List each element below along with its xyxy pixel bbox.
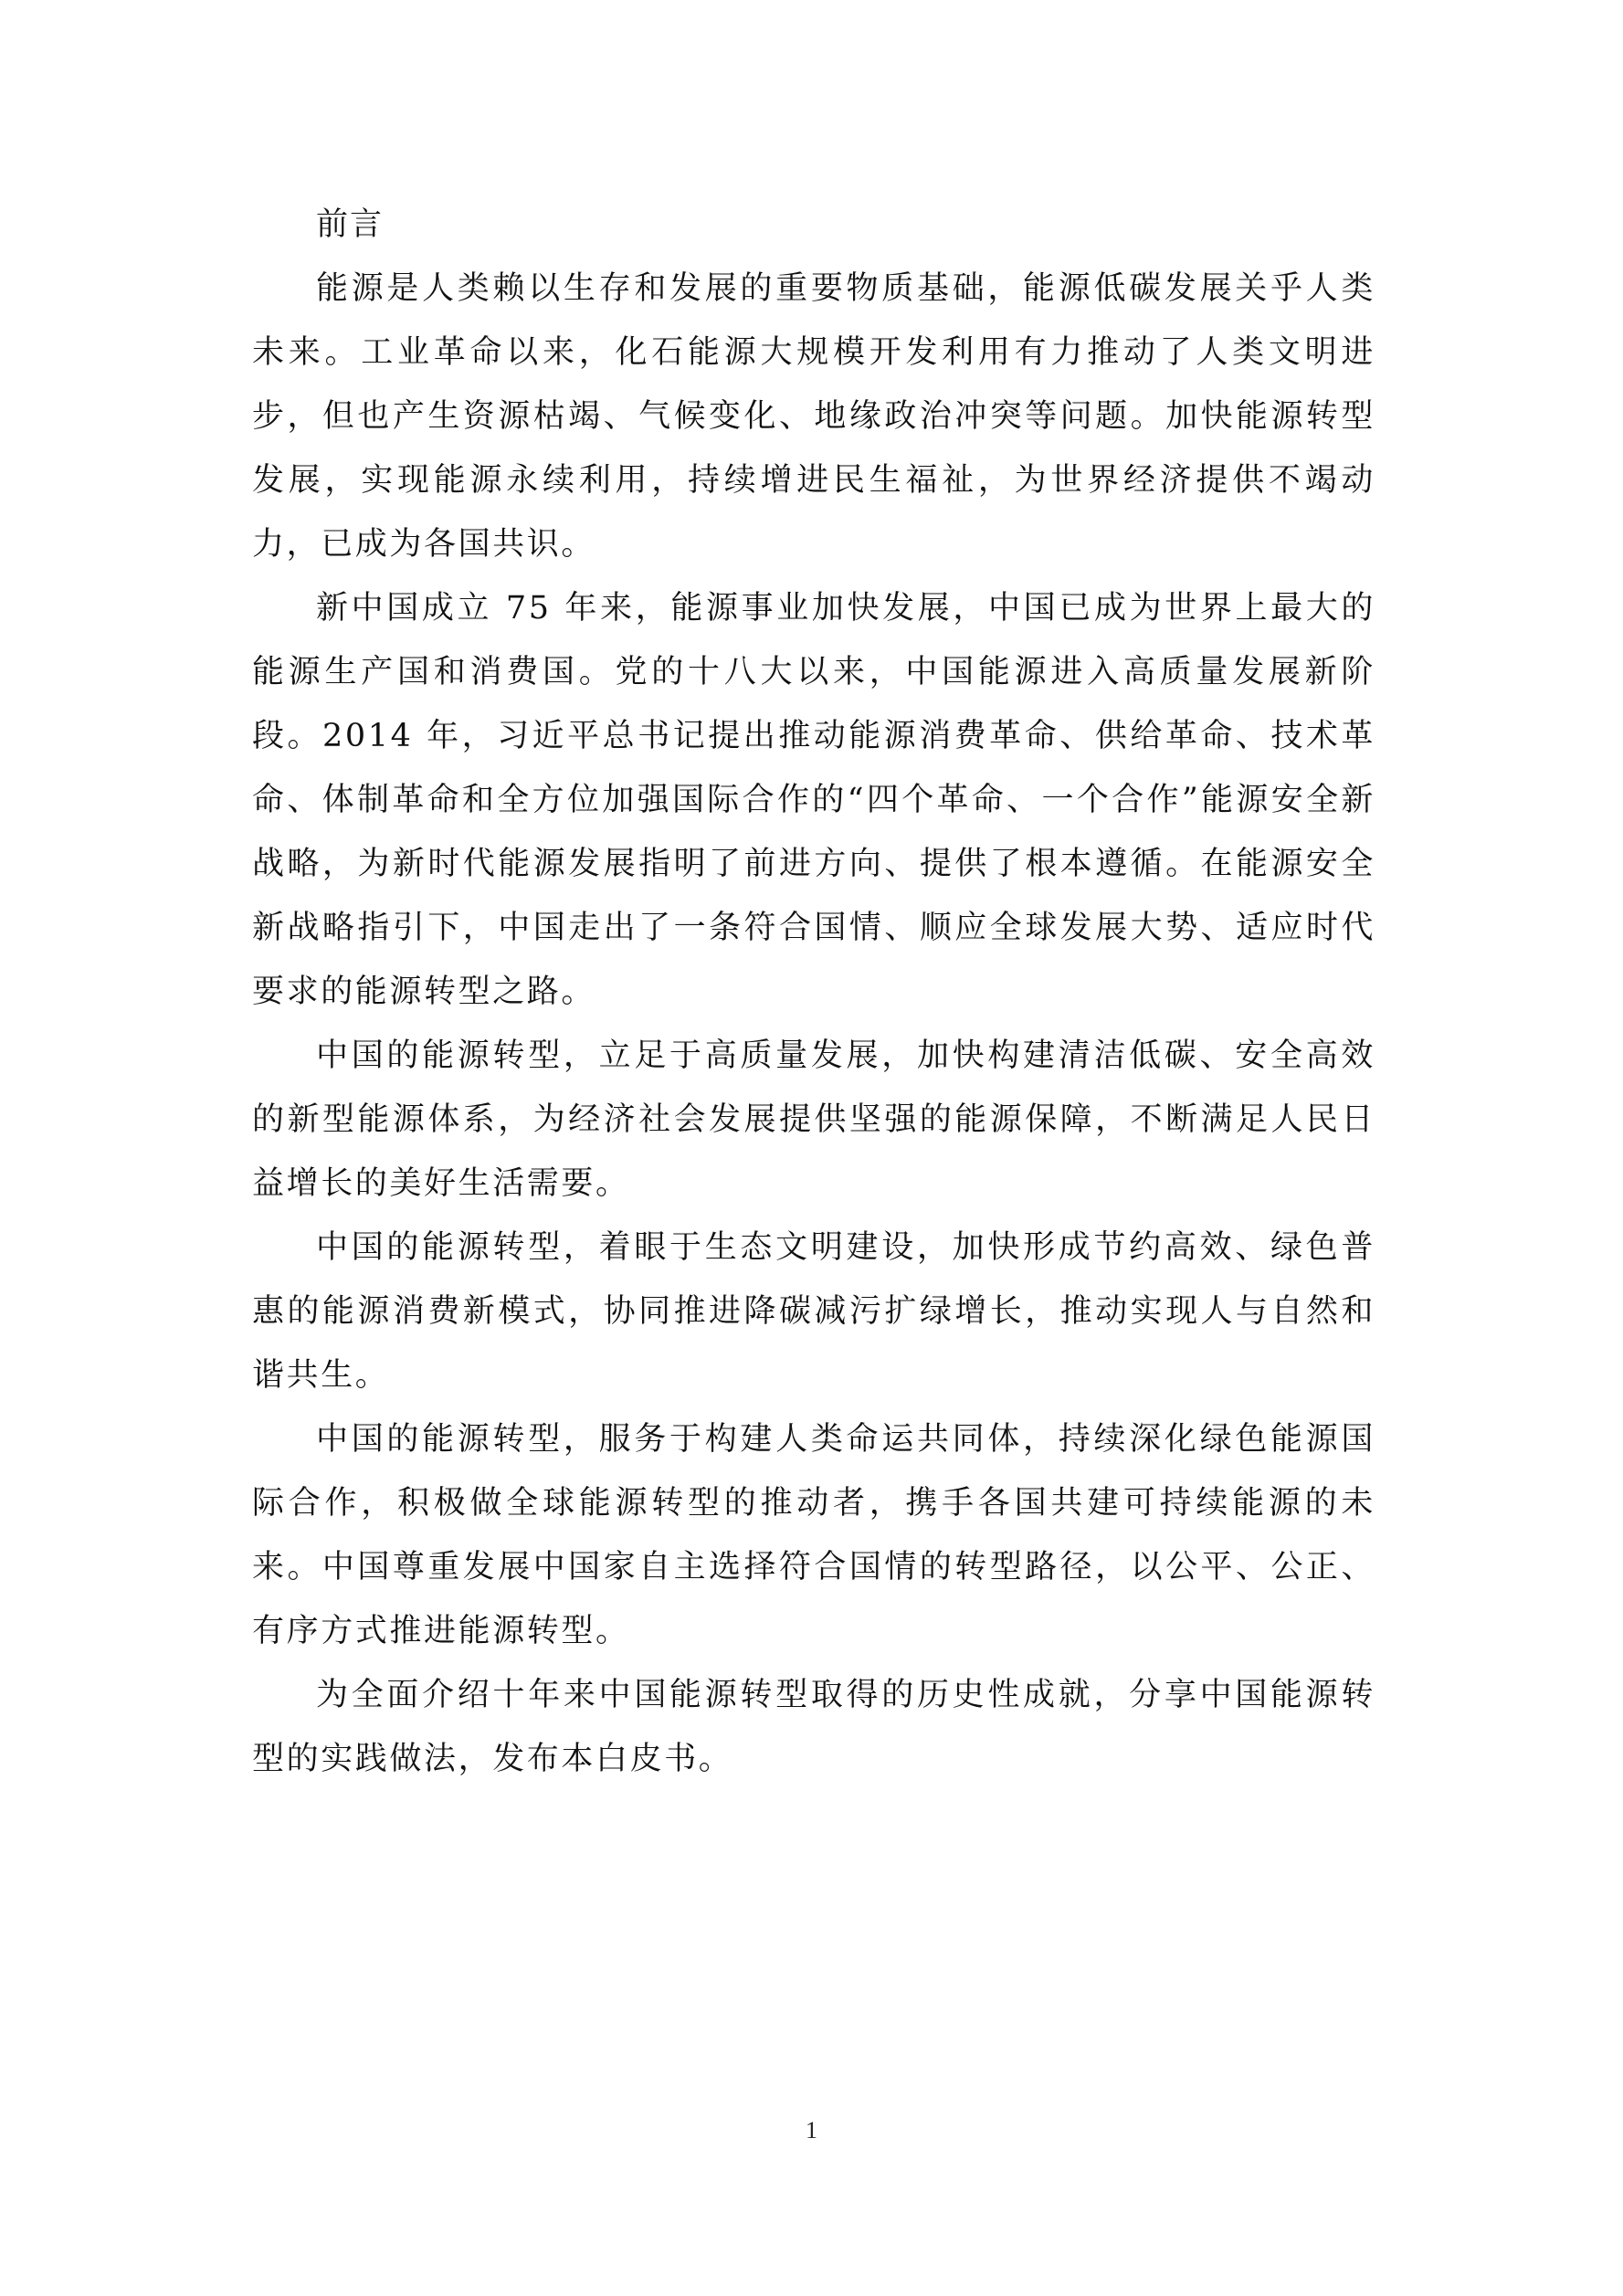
paragraph-5: 中国的能源转型，服务于构建人类命运共同体，持续深化绿色能源国际合作，积极做全球能源转型的推动者，携手各国共建可持续能源的未来。中国尊重发展中国家自主选择符合国情的转型路径，以公平、公正、有序方式推进能源转型。	[252, 1421, 1375, 1649]
paragraph-6: 为全面介绍十年来中国能源转型取得的历史性成就，分享中国能源转型的实践做法，发布本白皮书。	[252, 1677, 1375, 1777]
document-body	[252, 193, 1375, 1791]
paragraph-1: 能源是人类赖以生存和发展的重要物质基础，能源低碳发展关乎人类未来。工业革命以来，化石能源大规模开发利用有力推动了人类文明进步，但也产生资源枯竭、气候变化、地缘政治冲突等问题。加快能源转型发展，实现能源永续利用，持续增进民生福祉，为世界经济提供不竭动力，已成为各国共识。	[252, 270, 1375, 563]
paragraph-2: 新中国成立 75 年来，能源事业加快发展，中国已成为世界上最大的能源生产国和消费国。党的十八大以来，中国能源进入高质量发展新阶段。2014 年，习近平总书记提出推动能源消费革命、供给革命、技术革命、体制革命和全方位加强国际合作的“四个革命、一个合作”能源安全新战略，为新时代能源发展指明了前进方向、提供了根本遵循。在能源安全新战略指引下，中国走出了一条符合国情、顺应全球发展大势、适应时代要求的能源转型之路。	[252, 590, 1375, 1010]
section-heading: 前言	[316, 206, 385, 243]
page-number: 1	[806, 2117, 817, 2143]
paragraph-4: 中国的能源转型，着眼于生态文明建设，加快形成节约高效、绿色普惠的能源消费新模式，协同推进降碳减污扩绿增长，推动实现人与自然和谐共生。	[252, 1229, 1375, 1394]
paragraph-3: 中国的能源转型，立足于高质量发展，加快构建清洁低碳、安全高效的新型能源体系，为经济社会发展提供坚强的能源保障，不断满足人民日益增长的美好生活需要。	[252, 1037, 1375, 1202]
